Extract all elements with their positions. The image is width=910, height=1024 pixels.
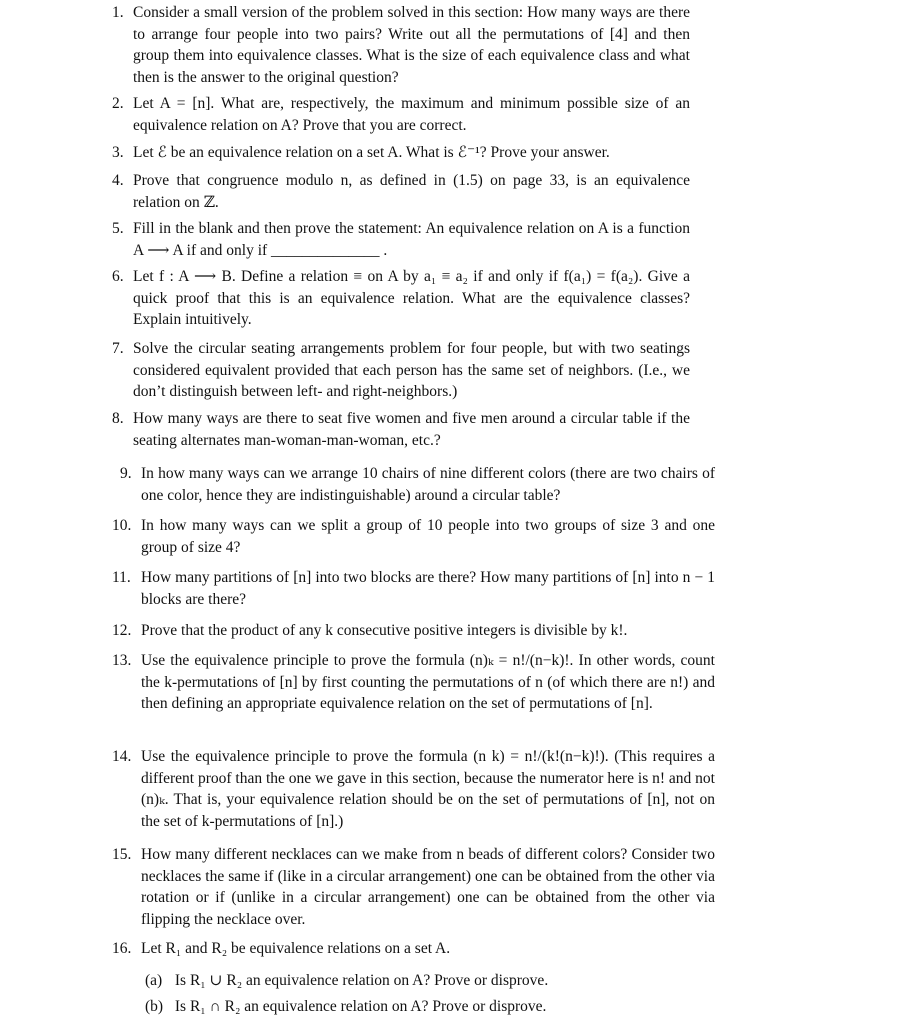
exercise-14 <box>112 746 715 832</box>
exercise-text: In how many ways can we arrange 10 chairs of nine different colors (there are two chairs of one color, hence they are indistinguishable) around a circular table? <box>141 465 715 504</box>
subpart-label: (b) <box>145 998 164 1015</box>
exercise-text: Prove that congruence modulo n, as defined in (1.5) on page 33, is an equivalence relation on ℤ. <box>133 172 690 211</box>
exercise-text: How many different necklaces can we make from n beads of different colors? Consider two necklaces the same if (like in a circular arrangement) one can be obtained from the other via rotation or if (unlike in a circular arrangement) one can be obtained from the other via flipping the necklace over. <box>141 846 715 928</box>
exercise-text: Let A = [n]. What are, respectively, the maximum and minimum possible size of an equivalence relation on A? Prove that you are correct. <box>133 95 690 134</box>
exercise-number: 14. <box>112 748 132 765</box>
exercise-16-part-a <box>145 970 745 992</box>
exercise-15 <box>112 844 715 930</box>
exercise-number: 8. <box>112 410 124 427</box>
exercise-16 <box>112 938 715 960</box>
exercise-12 <box>112 620 715 642</box>
exercise-text: Use the equivalence principle to prove the formula (n)ₖ = n!/(n−k)!. In other words, count the k-permutations of [n] by first counting the permutations of n (of which there are n!) and then defining an appropriate equivalence relation on the set of permutations of [n]. <box>141 652 715 713</box>
exercise-10 <box>112 515 715 558</box>
exercise-11 <box>112 567 715 610</box>
exercise-number: 2. <box>112 95 124 112</box>
exercise-number: 6. <box>112 268 124 285</box>
exercise-9 <box>120 463 715 506</box>
exercise-16-part-b <box>145 996 745 1018</box>
exercise-text: Fill in the blank and then prove the statement: An equivalence relation on A is a function A ⟶ A if and only if ______________ . <box>133 220 690 259</box>
exercise-text: Prove that the product of any k consecutive positive integers is divisible by k!. <box>141 622 628 639</box>
exercise-4 <box>112 170 690 213</box>
exercise-number: 12. <box>112 622 132 639</box>
exercise-2 <box>112 93 690 136</box>
subpart-label: (a) <box>145 972 163 989</box>
exercise-7 <box>112 338 690 403</box>
exercise-text: Consider a small version of the problem solved in this section: How many ways are there to arrange four people into two pairs? Write out all the permutations of [4] and then group them into equivalence classes. What is the size of each equivalence class and what then is the answer to the original question? <box>133 4 690 86</box>
exercise-5 <box>112 218 690 261</box>
exercise-number: 4. <box>112 172 124 189</box>
exercise-3 <box>112 142 690 164</box>
exercise-number: 10. <box>112 517 132 534</box>
exercise-6 <box>112 266 690 331</box>
exercise-number: 15. <box>112 846 132 863</box>
subpart-text: Is R₁ ∩ R₂ an equivalence relation on A? Prove or disprove. <box>174 998 547 1015</box>
exercise-8 <box>112 408 690 451</box>
exercise-number: 5. <box>112 220 124 237</box>
exercise-text: Let f : A ⟶ B. Define a relation ≡ on A by a₁ ≡ a₂ if and only if f(a₁) = f(a₂). Give a quick proof that this is an equivalence relation. What are the equivalence classes? Explain intuitively. <box>133 268 690 329</box>
exercise-number: 16. <box>112 940 132 957</box>
exercise-number: 1. <box>112 4 124 21</box>
exercise-text: Let ℰ be an equivalence relation on a set A. What is ℰ⁻¹? Prove your answer. <box>133 144 610 161</box>
exercise-number: 3. <box>112 144 124 161</box>
exercise-number: 13. <box>112 652 132 669</box>
exercise-text: Solve the circular seating arrangements problem for four people, but with two seatings considered equivalent provided that each person has the same set of neighbors. (I.e., we don’t distinguish between left- and right-neighbors.) <box>133 340 690 401</box>
exercise-number: 11. <box>112 569 131 586</box>
exercise-number: 7. <box>112 340 124 357</box>
exercise-text: Let R₁ and R₂ be equivalence relations on a set A. <box>141 940 451 957</box>
exercise-text: How many partitions of [n] into two blocks are there? How many partitions of [n] into n − 1 blocks are there? <box>141 569 715 608</box>
exercise-13 <box>112 650 715 715</box>
exercise-1 <box>112 2 690 88</box>
subpart-text: Is R₁ ∪ R₂ an equivalence relation on A? Prove or disprove. <box>174 972 549 989</box>
exercise-number: 9. <box>120 465 132 482</box>
exercise-text: In how many ways can we split a group of 10 people into two groups of size 3 and one group of size 4? <box>141 517 715 556</box>
exercise-text: How many ways are there to seat five women and five men around a circular table if the seating alternates man-woman-man-woman, etc.? <box>133 410 690 449</box>
exercise-text: Use the equivalence principle to prove the formula (n k) = n!/(k!(n−k)!). (This requires a different proof than the one we gave in this section, because the numerator here is n! and not (n)ₖ. That is, your equivalence relation should be on the set of permutations of [n], not on the set of k-permutations of [n].) <box>141 748 715 830</box>
